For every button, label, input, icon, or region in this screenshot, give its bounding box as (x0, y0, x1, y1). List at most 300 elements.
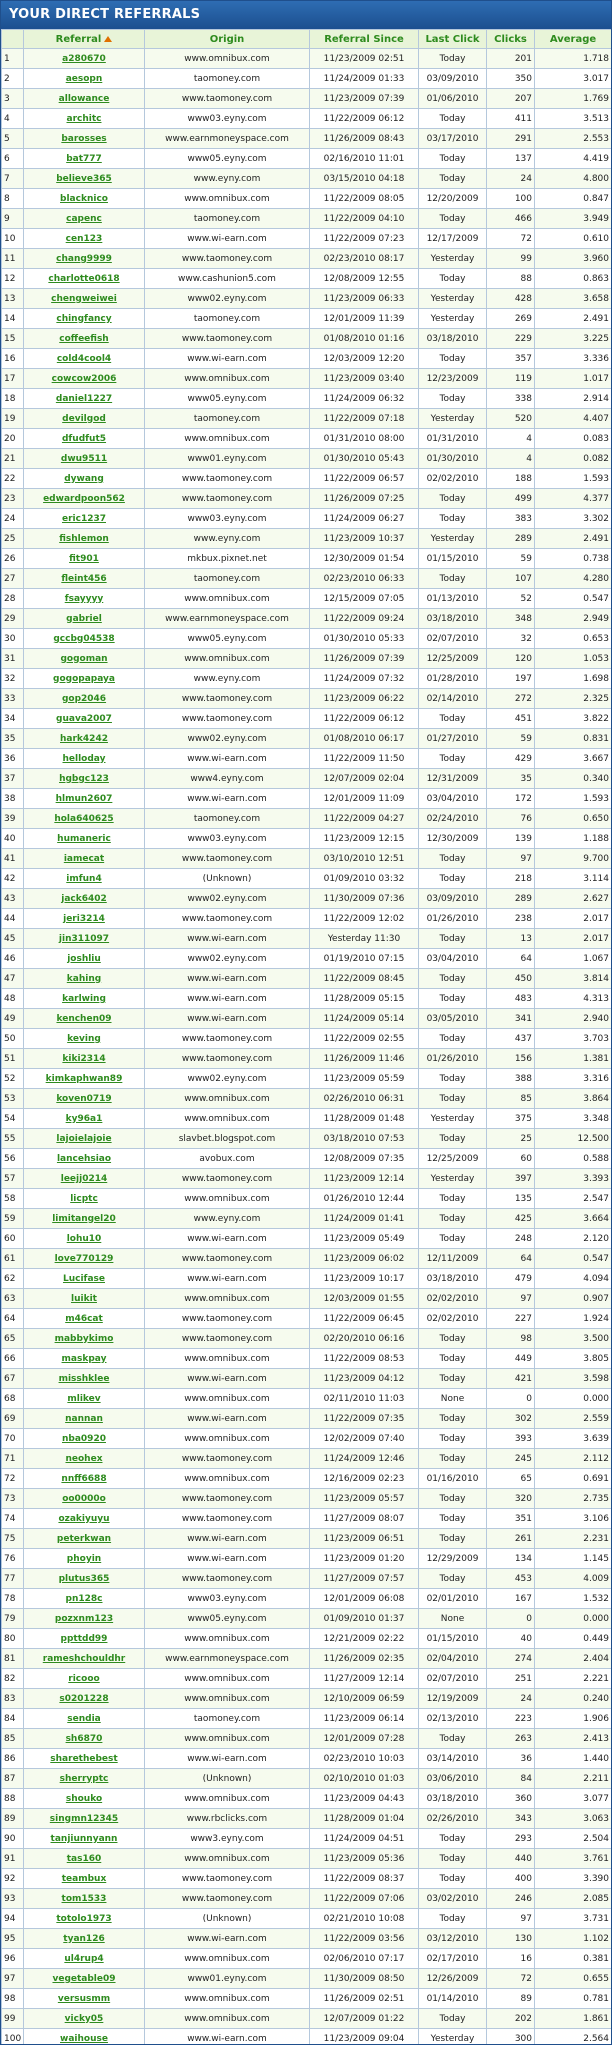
referral-link[interactable]: tas160 (66, 1853, 102, 1864)
row-clicks: 261 (487, 1529, 535, 1549)
table-row (2, 1969, 612, 1989)
row-referral-since: 11/30/2009 08:50 (310, 1969, 419, 1989)
row-last-click: Today (419, 1349, 487, 1369)
row-average: 3.500 (535, 1329, 612, 1349)
table-row (2, 1469, 612, 1489)
row-index: 53 (2, 1089, 24, 1109)
referral-link[interactable]: coffeefish (59, 333, 109, 344)
referral-link[interactable]: m46cat (65, 1313, 103, 1324)
row-referral-since: 01/08/2010 01:16 (310, 329, 419, 349)
row-clicks: 99 (487, 249, 535, 269)
referral-link[interactable]: nannan (65, 1413, 103, 1424)
row-last-click: Yesterday (419, 1109, 487, 1129)
row-referral-since: 12/07/2009 02:04 (310, 769, 419, 789)
referral-link[interactable]: s0201228 (59, 1693, 109, 1704)
row-last-click: 02/07/2010 (419, 629, 487, 649)
referral-link[interactable]: lohu10 (66, 1233, 102, 1244)
row-average: 1.924 (535, 1309, 612, 1329)
referral-link[interactable]: eric1237 (61, 513, 106, 524)
row-last-click: 03/12/2010 (419, 1929, 487, 1949)
col-header-last-click[interactable]: Last Click (419, 30, 487, 49)
row-referral-since: 11/30/2009 07:36 (310, 889, 419, 909)
row-average: 0.449 (535, 1629, 612, 1649)
referral-link[interactable]: daniel1227 (55, 393, 113, 404)
col-header-referral[interactable] (24, 30, 145, 49)
referral-link[interactable]: iamecat (63, 853, 105, 864)
referral-link[interactable]: kahing (66, 973, 102, 984)
referral-link[interactable]: vegetable09 (52, 1973, 116, 1984)
referral-link[interactable]: nba0920 (62, 1433, 106, 1444)
row-last-click: 01/15/2010 (419, 549, 487, 569)
row-average: 2.112 (535, 1449, 612, 1469)
row-clicks: 64 (487, 1249, 535, 1269)
row-origin: www.omnibux.com (145, 2009, 310, 2029)
row-average: 3.393 (535, 1169, 612, 1189)
row-referral-since: 02/23/2010 06:33 (310, 569, 419, 589)
row-referral-since: 11/23/2009 05:49 (310, 1229, 419, 1249)
referral-link[interactable]: limitangel20 (52, 1213, 116, 1224)
row-last-click: Today (419, 1229, 487, 1249)
referral-link[interactable]: karlwing (62, 993, 106, 1004)
row-index: 16 (2, 349, 24, 369)
row-origin: taomoney.com (145, 409, 310, 429)
row-referral (24, 69, 145, 89)
row-last-click: 12/19/2009 (419, 1689, 487, 1709)
row-origin: taomoney.com (145, 309, 310, 329)
row-referral-since: 11/27/2009 12:14 (310, 1669, 419, 1689)
referral-link[interactable]: peterkwan (56, 1533, 112, 1544)
referral-link[interactable]: misshklee (58, 1373, 110, 1384)
row-average: 1.067 (535, 949, 612, 969)
row-referral (24, 809, 145, 829)
referral-link[interactable]: barosses (61, 133, 107, 144)
row-clicks: 289 (487, 529, 535, 549)
referral-link[interactable]: imfun4 (66, 873, 102, 884)
referral-link[interactable]: singmn12345 (49, 1813, 119, 1824)
row-referral-since: 12/03/2009 12:20 (310, 349, 419, 369)
row-average: 0.650 (535, 809, 612, 829)
table-row (2, 1549, 612, 1569)
row-average: 2.940 (535, 1009, 612, 1029)
row-referral (24, 1649, 145, 1669)
row-average: 0.381 (535, 1949, 612, 1969)
referral-link[interactable]: shouko (65, 1793, 103, 1804)
row-index: 91 (2, 1849, 24, 1869)
row-average: 0.781 (535, 1989, 612, 2009)
referral-link[interactable]: jeri3214 (63, 913, 105, 924)
row-clicks: 383 (487, 509, 535, 529)
row-clicks: 341 (487, 1009, 535, 1029)
row-referral (24, 1909, 145, 1929)
row-referral-since: 02/06/2010 07:17 (310, 1949, 419, 1969)
referral-link[interactable]: joshliu (67, 953, 101, 964)
referral-link[interactable]: neohex (65, 1453, 103, 1464)
referral-link[interactable]: dwu9511 (60, 453, 108, 464)
referral-link[interactable]: leejj0214 (60, 1173, 108, 1184)
row-referral (24, 1309, 145, 1329)
referral-link[interactable]: ricooo (68, 1673, 100, 1684)
row-index: 36 (2, 749, 24, 769)
referral-link[interactable]: mabbykimo (54, 1333, 114, 1344)
row-last-click: Today (419, 269, 487, 289)
referral-link[interactable]: waihouse (60, 2033, 108, 2044)
referral-link[interactable]: tom1533 (61, 1893, 107, 1904)
row-average: 3.761 (535, 1849, 612, 1869)
row-clicks: 36 (487, 1749, 535, 1769)
row-index: 33 (2, 689, 24, 709)
row-average: 2.325 (535, 689, 612, 709)
row-referral-since: 11/22/2009 04:27 (310, 809, 419, 829)
row-referral-since: 12/08/2009 12:55 (310, 269, 419, 289)
row-last-click: 02/02/2010 (419, 1289, 487, 1309)
row-average: 1.188 (535, 829, 612, 849)
referral-link[interactable]: believe365 (56, 173, 112, 184)
row-last-click: 03/06/2010 (419, 1769, 487, 1789)
referral-link[interactable]: hlmun2607 (55, 793, 113, 804)
row-origin: www.wi-earn.com (145, 1749, 310, 1769)
table-row (2, 1349, 612, 1369)
row-referral (24, 1689, 145, 1709)
row-average: 3.664 (535, 1209, 612, 1229)
row-origin: www.taomoney.com (145, 689, 310, 709)
row-origin: www.omnibux.com (145, 1389, 310, 1409)
referral-link[interactable]: koven0719 (56, 1093, 112, 1104)
row-origin: www.omnibux.com (145, 189, 310, 209)
row-origin: www.omnibux.com (145, 1689, 310, 1709)
referral-link[interactable]: luikit (71, 1293, 97, 1304)
referral-link[interactable]: aesopn (65, 73, 103, 84)
referral-link[interactable]: edwardpoon562 (43, 493, 125, 504)
row-clicks: 207 (487, 89, 535, 109)
referral-link[interactable]: gogoman (60, 653, 108, 664)
row-last-click: 02/02/2010 (419, 1309, 487, 1329)
referral-link[interactable]: gabriel (66, 613, 102, 624)
row-last-click: Yesterday (419, 529, 487, 549)
row-referral (24, 1489, 145, 1509)
row-index: 72 (2, 1469, 24, 1489)
col-header-average[interactable]: Average (535, 30, 612, 49)
row-clicks: 393 (487, 1429, 535, 1449)
row-clicks: 134 (487, 1549, 535, 1569)
referral-link[interactable]: rameshchouldhr (42, 1653, 126, 1664)
row-last-click: None (419, 1389, 487, 1409)
row-last-click: Today (419, 1909, 487, 1929)
table-row (2, 1209, 612, 1229)
referral-link[interactable]: blacknico (60, 193, 108, 204)
row-referral-since: 11/23/2009 04:43 (310, 1789, 419, 1809)
row-origin: www.taomoney.com (145, 849, 310, 869)
row-referral (24, 1609, 145, 1629)
row-average: 2.627 (535, 889, 612, 909)
row-referral-since: 02/11/2010 11:03 (310, 1389, 419, 1409)
row-referral-since: 11/23/2009 12:14 (310, 1169, 419, 1189)
row-average: 3.077 (535, 1789, 612, 1809)
row-index: 5 (2, 129, 24, 149)
row-origin: www.omnibux.com (145, 1789, 310, 1809)
row-clicks: 421 (487, 1369, 535, 1389)
table-row (2, 1069, 612, 1089)
row-origin: (Unknown) (145, 869, 310, 889)
referral-link[interactable]: tanjiunnyann (50, 1833, 118, 1844)
referral-link[interactable]: humaneric (57, 833, 111, 844)
referral-link[interactable]: gccbg04538 (53, 633, 115, 644)
row-average: 1.906 (535, 1709, 612, 1729)
row-origin: www.omnibux.com (145, 1669, 310, 1689)
referral-link[interactable]: a280670 (62, 53, 106, 64)
row-last-click: Today (419, 989, 487, 1009)
row-index: 37 (2, 769, 24, 789)
row-origin: www.wi-earn.com (145, 749, 310, 769)
row-average: 3.639 (535, 1429, 612, 1449)
row-origin: www.eyny.com (145, 529, 310, 549)
row-last-click: 02/14/2010 (419, 689, 487, 709)
referral-link[interactable]: guava2007 (56, 713, 112, 724)
row-referral-since: 11/26/2009 02:35 (310, 1649, 419, 1669)
referral-link[interactable]: cold4cool4 (56, 353, 112, 364)
referral-link[interactable]: ozakiyuyu (58, 1513, 110, 1524)
row-referral (24, 1509, 145, 1529)
referral-link[interactable]: jack6402 (61, 893, 107, 904)
row-referral (24, 169, 145, 189)
row-last-click: 01/28/2010 (419, 669, 487, 689)
row-clicks: 76 (487, 809, 535, 829)
row-last-click: Today (419, 49, 487, 69)
row-referral (24, 569, 145, 589)
referral-link[interactable]: jin311097 (58, 933, 110, 944)
referral-link[interactable]: pozxnm123 (54, 1613, 114, 1624)
row-index: 14 (2, 309, 24, 329)
row-clicks: 450 (487, 969, 535, 989)
row-clicks: 0 (487, 1389, 535, 1409)
table-row (2, 1129, 612, 1149)
row-referral (24, 1629, 145, 1649)
referral-link[interactable]: sendia (67, 1713, 101, 1724)
row-clicks: 32 (487, 629, 535, 649)
row-clicks: 293 (487, 1829, 535, 1849)
referral-link[interactable]: helloday (62, 753, 106, 764)
row-referral-since: Yesterday 11:30 (310, 929, 419, 949)
referral-link[interactable]: chang9999 (56, 253, 112, 264)
row-referral-since: 11/22/2009 06:57 (310, 469, 419, 489)
row-referral (24, 1249, 145, 1269)
row-last-click: 01/26/2010 (419, 1049, 487, 1069)
table-row (2, 129, 612, 149)
table-row (2, 1989, 612, 2009)
row-clicks: 167 (487, 1589, 535, 1609)
referral-link[interactable]: kenchen09 (56, 1013, 112, 1024)
referral-link[interactable]: keving (67, 1033, 101, 1044)
row-average: 2.504 (535, 1829, 612, 1849)
row-average: 4.313 (535, 989, 612, 1009)
referral-link[interactable]: kimkaphwan89 (45, 1073, 123, 1084)
referral-link[interactable]: sherryptc (59, 1773, 109, 1784)
referral-link[interactable]: ppttdd99 (60, 1633, 108, 1644)
referral-link[interactable]: ul4rup4 (64, 1953, 104, 1964)
row-last-click: Today (419, 389, 487, 409)
referral-link[interactable]: bat777 (66, 153, 102, 164)
referral-link[interactable]: pn128c (65, 1593, 103, 1604)
referral-link[interactable]: gogopapaya (53, 673, 115, 684)
referral-link[interactable]: oo0000o (62, 1493, 106, 1504)
referral-link[interactable]: fishlemon (59, 533, 109, 544)
row-referral-since: 11/23/2009 07:39 (310, 89, 419, 109)
referral-link[interactable]: tyan126 (63, 1933, 105, 1944)
table-row (2, 1109, 612, 1129)
table-row (2, 1509, 612, 1529)
referral-link[interactable]: hola640625 (54, 813, 114, 824)
row-origin: www03.eyny.com (145, 509, 310, 529)
table-row (2, 289, 612, 309)
row-index: 75 (2, 1529, 24, 1549)
row-average: 1.102 (535, 1929, 612, 1949)
table-row (2, 1829, 612, 1849)
row-referral (24, 1569, 145, 1589)
table-row (2, 649, 612, 669)
row-index: 93 (2, 1889, 24, 1909)
referral-link[interactable]: nnff6688 (61, 1473, 107, 1484)
row-average: 3.949 (535, 209, 612, 229)
referral-link[interactable]: versusmm (57, 1993, 111, 2004)
referral-link[interactable]: lajoielajoie (56, 1133, 112, 1144)
row-origin: www.omnibux.com (145, 1429, 310, 1449)
referral-link[interactable]: kiki2314 (62, 1053, 106, 1064)
referral-link[interactable]: ky96a1 (65, 1113, 103, 1124)
referral-link[interactable]: devilgod (62, 413, 106, 424)
row-index: 59 (2, 1209, 24, 1229)
row-clicks: 59 (487, 549, 535, 569)
row-average: 2.017 (535, 909, 612, 929)
row-referral-since: 11/24/2009 07:32 (310, 669, 419, 689)
row-index: 32 (2, 669, 24, 689)
referral-link[interactable]: sharethebest (50, 1753, 118, 1764)
row-referral-since: 11/22/2009 02:55 (310, 1029, 419, 1049)
row-index: 95 (2, 1929, 24, 1949)
referral-link[interactable]: fleint456 (61, 573, 107, 584)
referral-link[interactable]: vicky05 (64, 2013, 104, 2024)
table-row (2, 929, 612, 949)
row-last-click: Today (419, 749, 487, 769)
row-referral-since: 11/23/2009 09:04 (310, 2029, 419, 2045)
table-row (2, 1449, 612, 1469)
table-row (2, 1669, 612, 1689)
referral-link[interactable]: cen123 (65, 233, 103, 244)
row-origin: www.rbclicks.com (145, 1809, 310, 1829)
referral-link[interactable]: chengweiwei (51, 293, 117, 304)
row-index: 30 (2, 629, 24, 649)
row-referral (24, 369, 145, 389)
table-row (2, 809, 612, 829)
referral-link[interactable]: cowcow2006 (51, 373, 117, 384)
row-origin: www.taomoney.com (145, 489, 310, 509)
row-clicks: 24 (487, 169, 535, 189)
referral-link[interactable]: fsayyyy (64, 593, 104, 604)
row-last-click: 01/26/2010 (419, 909, 487, 929)
row-clicks: 428 (487, 289, 535, 309)
referral-link[interactable]: sh6870 (65, 1733, 103, 1744)
row-index: 29 (2, 609, 24, 629)
row-referral-since: 12/21/2009 02:22 (310, 1629, 419, 1649)
row-clicks: 360 (487, 1789, 535, 1809)
row-index: 47 (2, 969, 24, 989)
row-clicks: 263 (487, 1729, 535, 1749)
row-referral (24, 1389, 145, 1409)
row-referral (24, 1769, 145, 1789)
referral-link[interactable]: love770129 (54, 1253, 114, 1264)
referral-link[interactable]: teambux (61, 1873, 107, 1884)
table-row (2, 1009, 612, 1029)
referral-link[interactable]: dywang (64, 473, 104, 484)
row-origin: www.taomoney.com (145, 909, 310, 929)
col-header-clicks[interactable]: Clicks (487, 30, 535, 49)
row-index: 2 (2, 69, 24, 89)
row-average: 4.009 (535, 1569, 612, 1589)
table-row (2, 669, 612, 689)
referral-link[interactable]: lancehsiao (56, 1153, 112, 1164)
referral-link[interactable]: Lucifase (62, 1273, 105, 1284)
table-row (2, 1809, 612, 1829)
table-row (2, 1269, 612, 1289)
referral-link[interactable]: chingfancy (56, 313, 112, 324)
row-clicks: 272 (487, 689, 535, 709)
row-referral (24, 249, 145, 269)
table-row (2, 2029, 612, 2045)
row-average: 1.053 (535, 649, 612, 669)
referral-link[interactable]: maskpay (61, 1353, 107, 1364)
row-referral-since: 12/15/2009 07:05 (310, 589, 419, 609)
row-referral-since: 11/24/2009 01:33 (310, 69, 419, 89)
referral-link[interactable]: licptc (70, 1193, 98, 1204)
row-referral (24, 589, 145, 609)
row-referral-since: 11/23/2009 05:59 (310, 1069, 419, 1089)
referral-link[interactable]: dfudfut5 (61, 433, 107, 444)
row-origin: www.taomoney.com (145, 89, 310, 109)
col-header-referral-since[interactable]: Referral Since (310, 30, 419, 49)
row-average: 1.440 (535, 1749, 612, 1769)
table-row (2, 269, 612, 289)
row-index: 89 (2, 1809, 24, 1829)
col-header-origin[interactable]: Origin (145, 30, 310, 49)
referral-link[interactable]: architc (66, 113, 102, 124)
table-row (2, 229, 612, 249)
referral-link[interactable]: phoyin (66, 1553, 102, 1564)
referral-link[interactable]: gop2046 (61, 693, 107, 704)
row-referral (24, 1169, 145, 1189)
row-origin: taomoney.com (145, 1709, 310, 1729)
table-row (2, 1089, 612, 1109)
row-average: 2.914 (535, 389, 612, 409)
referral-link[interactable]: allowance (58, 93, 110, 104)
row-referral (24, 2029, 145, 2045)
table-row (2, 1769, 612, 1789)
row-average: 3.598 (535, 1369, 612, 1389)
referrals-table (1, 29, 612, 2045)
referral-link[interactable]: capenc (66, 213, 102, 224)
referral-link[interactable]: hgbgc123 (59, 773, 109, 784)
row-index: 58 (2, 1189, 24, 1209)
referral-link[interactable]: mlikev (67, 1393, 101, 1404)
referral-link[interactable]: plutus365 (58, 1573, 110, 1584)
referral-link[interactable]: hark4242 (60, 733, 108, 744)
referral-link[interactable]: totolo1973 (56, 1913, 112, 1924)
row-origin: www.taomoney.com (145, 1029, 310, 1049)
row-clicks: 375 (487, 1109, 535, 1129)
row-index: 21 (2, 449, 24, 469)
row-index: 38 (2, 789, 24, 809)
referral-link[interactable]: charlotte0618 (48, 273, 120, 284)
row-referral-since: 11/24/2009 04:51 (310, 1829, 419, 1849)
row-last-click: 12/25/2009 (419, 649, 487, 669)
referral-link[interactable]: fit901 (69, 553, 99, 564)
